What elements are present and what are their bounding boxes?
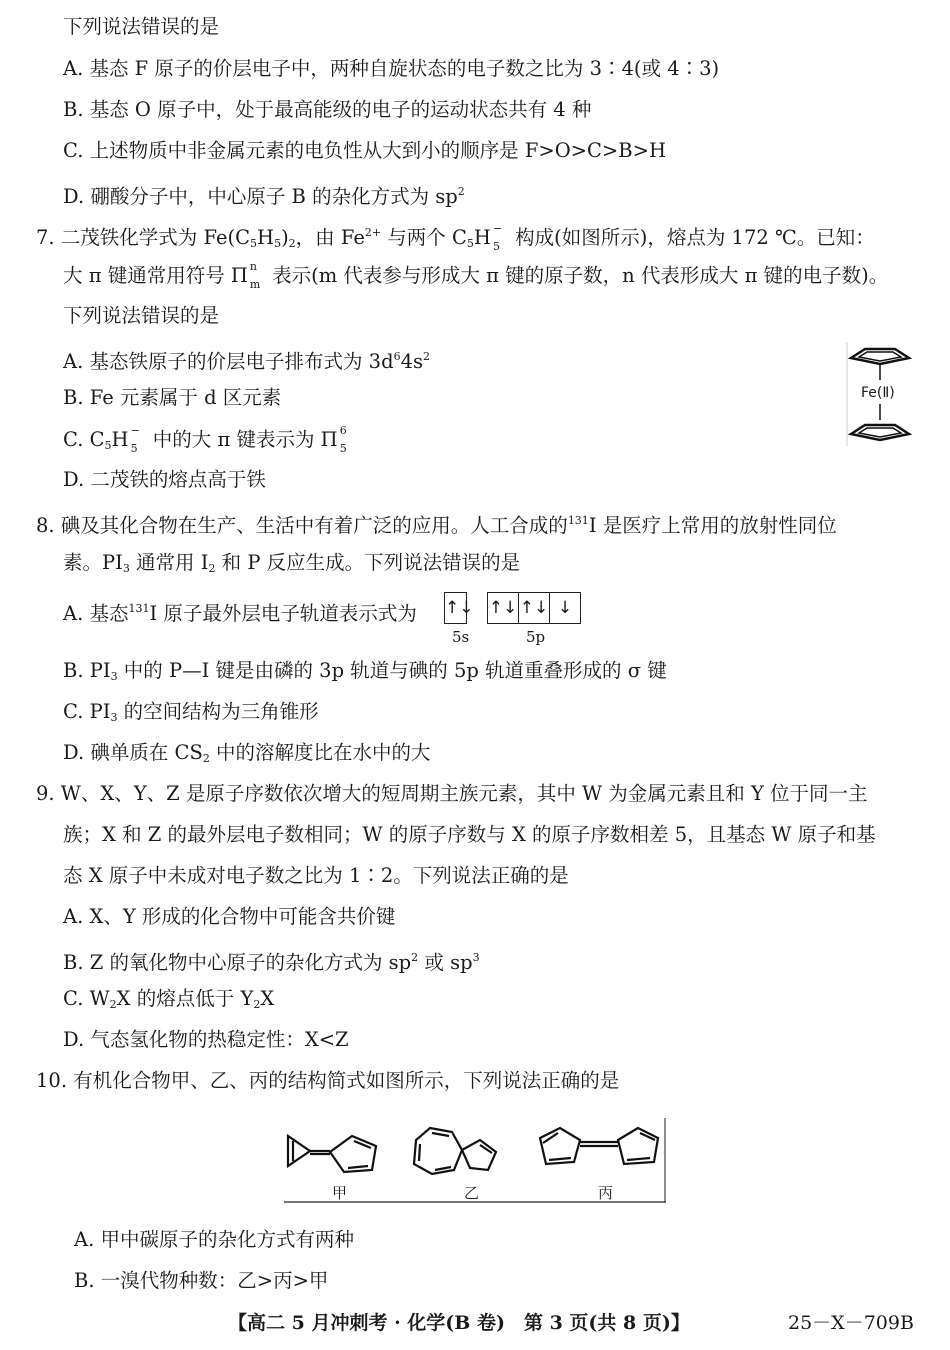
q9-stem-line2: 族；X 和 Z 的最外层电子数相同；W 的原子序数与 X 的原子序数相差 5，且基态 W 原子和基 — [63, 823, 876, 846]
q9-option-a: A. X、Y 形成的化合物中可能含共价键 — [63, 905, 396, 928]
q8-option-b: B. $PI_3$ 中的 P—I 键是由磷的 3p 轨道与碘的 5p 轨道重叠形成的 σ 键 — [63, 659, 667, 683]
q9-option-b: B. Z 的氧化物中心原子的杂化方式为 $sp^2$ 或 $sp^3$ — [63, 951, 480, 974]
q7-intro: 下列说法错误的是 — [63, 304, 220, 327]
label-bing: 丙 — [598, 1184, 614, 1202]
q10-structures-figure — [284, 1118, 666, 1204]
page-footer: 【高二 5 月冲刺考 · 化学(B 卷) 第 3 页(共 8 页)】 — [228, 1312, 690, 1334]
q9-option-d: D. 气态氢化物的热稳定性：X<Z — [63, 1028, 349, 1051]
ferrocene-fe-label: Fe(Ⅱ) — [861, 385, 895, 401]
q7-option-b: B. Fe 元素属于 d 区元素 — [63, 386, 282, 409]
q7-option-d: D. 二茂铁的熔点高于铁 — [63, 468, 266, 491]
orbital-label-5s: 5s — [452, 628, 470, 646]
q6-option-b: B. 基态 O 原子中，处于最高能级的电子的运动状态共有 4 种 — [63, 98, 592, 121]
label-yi: 乙 — [464, 1184, 480, 1202]
orbital-diagram-5s — [444, 592, 474, 624]
orbital-label-5p: 5p — [526, 628, 546, 646]
q9-stem-line3: 态 X 原子中未成对电子数之比为 1∶2。下列说法正确的是 — [63, 864, 569, 887]
q9-option-c: C. $W_2X$ 的熔点低于 $Y_2X$ — [63, 987, 275, 1011]
q10-option-a: A. 甲中碳原子的杂化方式有两种 — [74, 1228, 354, 1251]
ferrocene-figure — [845, 340, 915, 448]
q7-stem-line2: 大 π 键通常用符号 Π n m 表示(m 代表参与形成大 π 键的原子数，n 代表形成大 π 键的电子数)。 — [63, 260, 889, 291]
q6-option-a: A. 基态 F 原子的价层电子中，两种自旋状态的电子数之比为 3∶4(或 4∶3) — [63, 57, 720, 80]
orbital-box-5p-3: ↓ — [549, 592, 581, 624]
q6-option-c: C. 上述物质中非金属元素的电负性从大到小的顺序是 F>O>C>B>H — [63, 139, 666, 162]
q8-option-a: A. 基态$^{131}$I 原子最外层电子轨道表示式为 — [63, 602, 417, 625]
q8-option-c: C. $PI_3$ 的空间结构为三角锥形 — [63, 700, 319, 724]
label-jia: 甲 — [332, 1184, 348, 1202]
orbital-diagram-5p — [487, 592, 581, 624]
orbital-box-5p-1: ↑↓ — [487, 592, 519, 624]
q7-stem-line1: 7. 二茂铁化学式为 $Fe(C_5H_5)_2$，由 $Fe^{2+}$ 与两个 $C_5H$ − 5 构成(如图所示)，熔点为 172 ℃。已知： — [36, 222, 875, 253]
q6-option-d: D. 硼酸分子中，中心原子 B 的杂化方式为 $sp^2$ — [63, 185, 465, 208]
q7-option-a: A. 基态铁原子的价层电子排布式为 $3d^64s^2$ — [63, 350, 430, 373]
q8-stem-line2: 素。$PI_3$ 通常用 $I_2$ 和 P 反应生成。下列说法错误的是 — [63, 551, 521, 575]
q8-option-d: D. 碘单质在 $CS_2$ 中的溶解度比在水中的大 — [63, 741, 431, 765]
orbital-box-5s: ↑↓ — [444, 592, 467, 624]
exam-code: 25－X－709B — [788, 1312, 914, 1334]
q7-option-c: C. $C_5H$ − 5 中的大 π 键表示为 Π 6 5 — [63, 424, 347, 455]
q6-intro: 下列说法错误的是 — [63, 15, 220, 38]
q8-stem-line1: 8. 碘及其化合物在生产、生活中有着广泛的应用。人工合成的$^{131}$I 是医疗上常用的放射性同位 — [36, 514, 837, 537]
q10-stem: 10. 有机化合物甲、乙、丙的结构简式如图所示，下列说法正确的是 — [36, 1069, 620, 1092]
orbital-box-5p-2: ↑↓ — [518, 592, 550, 624]
q10-option-b: B. 一溴代物种数：乙>丙>甲 — [74, 1269, 329, 1292]
q9-stem-line1: 9. W、X、Y、Z 是原子序数依次增大的短周期主族元素，其中 W 为金属元素且和 Y 位于同一主 — [36, 782, 868, 805]
